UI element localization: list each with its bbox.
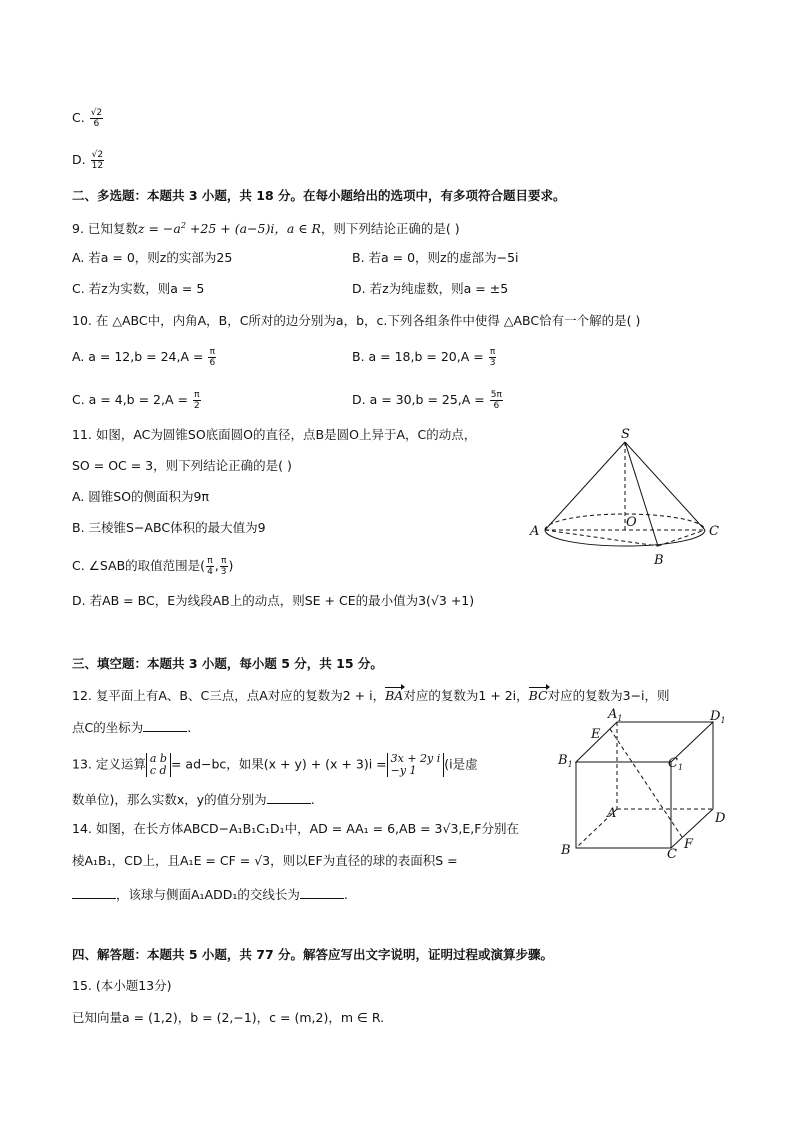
question-13-line-2: 数单位)，那么实数x，y的值分别为 . xyxy=(72,792,315,807)
label-s: S xyxy=(621,427,630,442)
question-11-option-b: B. 三棱锥S−ABC体积的最大值为9 xyxy=(72,520,266,535)
determinant-equation xyxy=(387,753,445,777)
stem-text: 12. 复平面上有A、B、C三点，点A对应的复数为2 + i， xyxy=(72,688,386,703)
numerator: π xyxy=(194,390,200,400)
numerator: π xyxy=(209,347,216,357)
stem-text: 对应的复数为3−i，则 xyxy=(547,688,670,703)
question-14-line-2: 棱A₁B₁，CD上，且A₁E = CF = √3，则以EF为直径的球的表面积S = xyxy=(72,853,458,868)
cone-figure xyxy=(522,424,722,570)
stem-text: (i是虚 xyxy=(444,756,478,772)
fraction xyxy=(489,347,497,368)
stem-text: ，该球与侧面A₁ADD₁的交线长为 xyxy=(116,887,300,902)
numerator: 5π xyxy=(490,390,502,400)
label-subscript: 1 xyxy=(677,763,684,772)
label-c: C xyxy=(709,524,719,539)
denominator: 4 xyxy=(207,567,213,577)
option-text: C. a = 4,b = 2,A = xyxy=(72,392,188,407)
complex-expression: $z = -a^2 +25 + (a-5)i$，a ∈ R xyxy=(137,221,321,237)
fraction xyxy=(220,556,228,577)
stem-text: 点C的坐标为 xyxy=(72,720,144,735)
label-b1 xyxy=(557,753,573,769)
question-11-line-1: 11. 如图，AC为圆锥SO底面圆O的直径，点B是圆O上异于A，C的动点， xyxy=(72,427,477,442)
label-o: O xyxy=(626,515,637,530)
question-10-stem: 10. 在 △ABC中，内角A，B，C所对的边分别为a，b，c.下列各组条件中使得 △ABC恰有一个解的是( ) xyxy=(72,313,641,328)
numerator: π xyxy=(207,556,213,566)
fraction xyxy=(206,556,214,577)
label-a1 xyxy=(607,707,622,723)
stem-text: 数单位)，那么实数x，y的值分别为 xyxy=(72,792,267,807)
question-11-option-d: D. 若AB = BC，E为线段AB上的动点，则SE + CE的最小值为3(√3 +1) xyxy=(72,593,475,608)
question-9-option-a: A. 若a = 0，则z的实部为25 xyxy=(72,250,233,265)
vector-bc: BC xyxy=(528,688,548,703)
denominator: 2 xyxy=(193,401,200,411)
label-c: C xyxy=(667,847,677,862)
answer-blank[interactable] xyxy=(300,886,344,899)
chord-ab xyxy=(545,530,658,546)
label-letter: D xyxy=(710,709,721,724)
numerator: √2 xyxy=(90,108,103,118)
question-14-line-1: 14. 如图，在长方体ABCD−A₁B₁C₁D₁中，AD = AA₁ = 6,AB = 3√3,E,F分别在 xyxy=(72,821,519,836)
question-15-heading: 15. (本小题13分) xyxy=(72,978,172,993)
option-d-q8 xyxy=(72,150,105,171)
label-b: B xyxy=(654,553,664,568)
denominator: 3 xyxy=(489,358,496,368)
denominator: 6 xyxy=(209,358,216,368)
chord-bc xyxy=(658,530,705,546)
question-9-option-d: D. 若z为纯虚数，则a = ±5 xyxy=(352,281,509,296)
denominator: 12 xyxy=(91,161,104,171)
question-9-option-c: C. 若z为实数，则a = 5 xyxy=(72,281,205,296)
question-10-option-d xyxy=(352,390,504,411)
section-heading-solutions: 四、解答题：本题共 5 小题，共 77 分。解答应写出文字说明，证明过程或演算步骤。 xyxy=(72,947,554,962)
label-e: E xyxy=(591,727,601,742)
question-10-option-b xyxy=(352,347,497,368)
fraction xyxy=(193,390,201,411)
fraction xyxy=(490,390,503,411)
question-14-line-3: ，该球与侧面A₁ADD₁的交线长为 . xyxy=(72,886,348,903)
label-subscript: 1 xyxy=(617,714,623,723)
stem-text: 9. 已知复数 xyxy=(72,221,138,237)
numerator: √2 xyxy=(91,150,104,160)
question-12-line-2: 点C的坐标为 . xyxy=(72,720,192,735)
question-11-option-c: C. ∠SAB的取值范围是( $\frac{\pi}{4}$ , $\frac{\pi}{3}$ ) xyxy=(72,556,234,577)
section-heading-fill-in: 三、填空题：本题共 3 小题，每小题 5 分，共 15 分。 xyxy=(72,656,383,671)
option-label: C. xyxy=(72,110,85,125)
label-d1 xyxy=(709,709,726,725)
numerator: π xyxy=(220,556,227,566)
denominator: 6 xyxy=(493,401,500,411)
question-15-body: 已知向量a = (1,2)，b = (2,−1)，c = (m,2)，m ∈ R. xyxy=(72,1010,385,1025)
label-letter: C xyxy=(668,756,678,771)
section-heading-multi-choice: 二、多选题：本题共 3 小题，共 18 分。在每小题给出的选项中，有多项符合题目要求。 xyxy=(72,188,566,203)
answer-blank[interactable] xyxy=(267,791,311,804)
option-text: ) xyxy=(228,558,234,573)
option-label: D. xyxy=(72,152,86,167)
label-b: B xyxy=(561,843,571,858)
cuboid-figure xyxy=(554,706,734,866)
fraction xyxy=(91,150,104,171)
option-text: B. a = 18,b = 20,A = xyxy=(352,349,484,364)
fraction xyxy=(90,108,103,129)
label-f: F xyxy=(684,837,694,852)
det-row: −y 1 xyxy=(390,764,417,777)
option-c-q8 xyxy=(72,108,104,129)
question-9-option-b: B. 若a = 0，则z的虚部为−5i xyxy=(352,250,519,265)
question-9-stem xyxy=(72,218,460,237)
label-d: D xyxy=(715,811,726,826)
label-subscript: 1 xyxy=(720,716,726,725)
fraction xyxy=(208,347,216,368)
label-letter: B xyxy=(558,753,568,768)
label-a: A xyxy=(607,806,617,821)
question-11-option-a: A. 圆锥SO的侧面积为9π xyxy=(72,489,210,504)
option-text: D. a = 30,b = 25,A = xyxy=(352,392,485,407)
determinant-definition xyxy=(146,753,171,777)
answer-blank[interactable] xyxy=(72,886,116,899)
numerator: π xyxy=(489,347,496,357)
label-letter: A xyxy=(608,707,618,722)
stem-text: 对应的复数为1 + 2i， xyxy=(403,688,529,703)
det-row: a b xyxy=(149,752,167,765)
question-10-option-c xyxy=(72,390,202,411)
answer-blank[interactable] xyxy=(143,719,187,732)
det-row: c d xyxy=(149,764,167,777)
option-text: A. a = 12,b = 24,A = xyxy=(72,349,204,364)
question-12-line-1 xyxy=(72,688,670,704)
question-13-line-1 xyxy=(72,753,478,777)
vector-ba: BA xyxy=(385,688,404,703)
label-c1 xyxy=(668,756,683,772)
stem-text: 13. 定义运算 xyxy=(72,756,146,772)
question-10-option-a xyxy=(72,347,217,368)
label-a: A xyxy=(530,524,540,539)
label-subscript: 1 xyxy=(567,760,573,769)
stem-text: = ad−bc，如果(x + y) + (x + 3)i = xyxy=(170,756,387,772)
det-row: 3x + 2y i xyxy=(390,752,441,765)
denominator: 6 xyxy=(93,119,100,129)
stem-text: ，则下列结论正确的是( ) xyxy=(320,221,460,237)
option-text: C. ∠SAB的取值范围是( xyxy=(72,558,206,573)
question-11-line-2: SO = OC = 3，则下列结论正确的是( ) xyxy=(72,458,292,473)
denominator: 3 xyxy=(220,567,227,577)
